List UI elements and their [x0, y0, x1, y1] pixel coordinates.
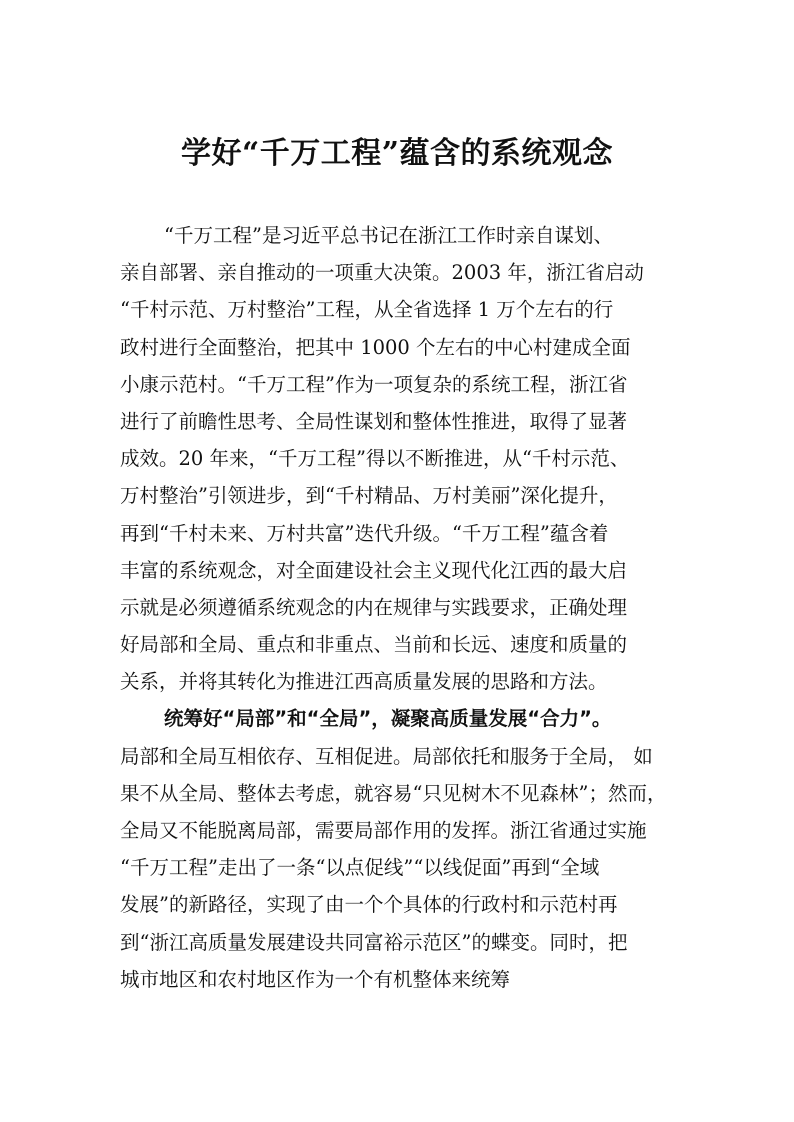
paragraph-line: 到“浙江高质量发展建设共同富裕示范区”的蝶变。同时，把 [120, 930, 628, 954]
section-heading: 统筹好“局部”和“全局”，凝聚高质量发展“合力”。 [164, 707, 612, 731]
paragraph-line: 进行了前瞻性思考、全局性谋划和整体性推进，取得了显著 [120, 409, 628, 433]
paragraph-line: 示就是必须遵循系统观念的内在规律与实践要求，正确处理 [120, 595, 628, 619]
body-text [120, 217, 685, 998]
page-title: 学好“千万工程”蕴含的系统观念 [180, 136, 613, 171]
paragraph-line: 成效。20 年来，“千万工程”得以不断推进，从“千村示范、 [120, 447, 630, 471]
paragraph-line: 亲自部署、亲自推动的一项重大决策。2003 年，浙江省启动 [120, 261, 644, 285]
paragraph-line: 全局又不能脱离局部，需要局部作用的发挥。浙江省通过实施 [120, 819, 647, 842]
paragraph-line: 发展”的新路径，实现了由一个个具体的行政村和示范村再 [120, 893, 618, 917]
paragraph-line: 再到“千村未来、万村共富”迭代升级。“千万工程”蕴含着 [120, 521, 609, 545]
paragraph-line: 小康示范村。“千万工程”作为一项复杂的系统工程，浙江省 [120, 372, 628, 396]
paragraph-line: “千万工程”走出了一条“以点促线”“以线促面”再到“全域 [120, 856, 600, 880]
paragraph-line: “千万工程”是习近平总书记在浙江工作时亲自谋划、 [164, 224, 613, 247]
paragraph-line: “千村示范、万村整治”工程，从全省选择 1 万个左右的行 [120, 298, 614, 322]
paragraph-line: 城市地区和农村地区作为一个有机整体来统筹 [120, 967, 511, 991]
paragraph-line: 关系，并将其转化为推进江西高质量发展的思路和方法。 [120, 670, 608, 694]
paragraph-line: 万村整治”引领进步，到“千村精品、万村美丽”深化提升， [120, 484, 618, 508]
paragraph-line: 果不从全局、整体去考虑，就容易“只见树木不见森林”；然而， [120, 781, 667, 805]
paragraph-line: 局部和全局互相依存、互相促进。局部依托和服务于全局， 如 [120, 744, 653, 768]
paragraph-line: 丰富的系统观念，对全面建设社会主义现代化江西的最大启 [120, 558, 628, 582]
paragraph-line: 政村进行全面整治，把其中 1000 个左右的中心村建成全面 [120, 335, 631, 359]
paragraph-line: 好局部和全局、重点和非重点、当前和长远、速度和质量的 [120, 633, 628, 657]
